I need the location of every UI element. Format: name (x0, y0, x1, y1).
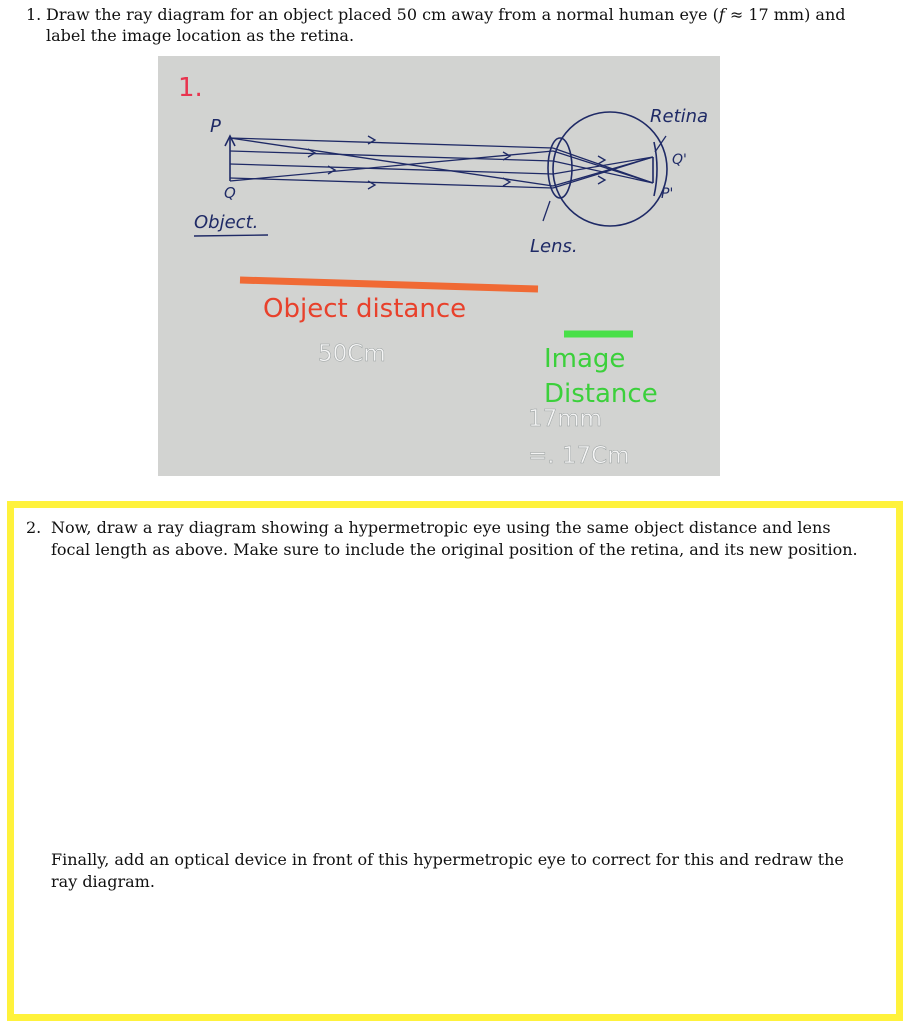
ray-diagram-drawing (158, 56, 720, 476)
question-2 (26, 517, 866, 561)
image-q-label: Q' (672, 152, 687, 168)
object-label: Object. (194, 212, 259, 233)
final-instruction: Finally, add an optical device in front of this hypermetropic eye to correct for this and redraw the ray diagram. (51, 850, 844, 891)
image-distance-label-line1: Image (544, 344, 626, 374)
image-distance-label-line2: Distance (544, 379, 658, 409)
step-number: 1. (178, 73, 203, 103)
ray-diagram-photo (158, 56, 720, 476)
object-underline (194, 235, 268, 236)
lens-label: Lens. (530, 236, 578, 257)
object-distance-bar (240, 280, 538, 289)
question-1 (26, 4, 866, 46)
retina-label: Retina (650, 106, 709, 127)
object-distance-label: Object distance (263, 294, 467, 324)
object-arrow (225, 136, 235, 181)
question-1-text: Draw the ray diagram for an object placed 50 cm away from a normal human eye (f ≈ 17 mm) and label the image location as the retina. (46, 5, 846, 45)
question-2-number: 2. (26, 518, 42, 537)
question-2-text: Now, draw a ray diagram showing a hypermetropic eye using the same object distance and lens focal length as above. Make sure to include the original position of the retina, and its new position. (51, 518, 858, 559)
image-distance-value: 17mm (528, 406, 603, 432)
image-distance-conversion: =. 17Cm (528, 443, 630, 469)
image-p-label: P' (661, 186, 674, 202)
lens-pointer (543, 201, 550, 221)
question-1-number: 1. (26, 5, 42, 24)
light-rays (230, 138, 653, 188)
answer-area-highlight[interactable] (7, 501, 903, 1021)
eye-lens (548, 138, 572, 198)
object-distance-value: 50Cm (318, 341, 386, 367)
focal-length-symbol: f (718, 5, 725, 24)
point-q-label: Q (224, 184, 236, 202)
point-p-label: P (210, 116, 221, 137)
